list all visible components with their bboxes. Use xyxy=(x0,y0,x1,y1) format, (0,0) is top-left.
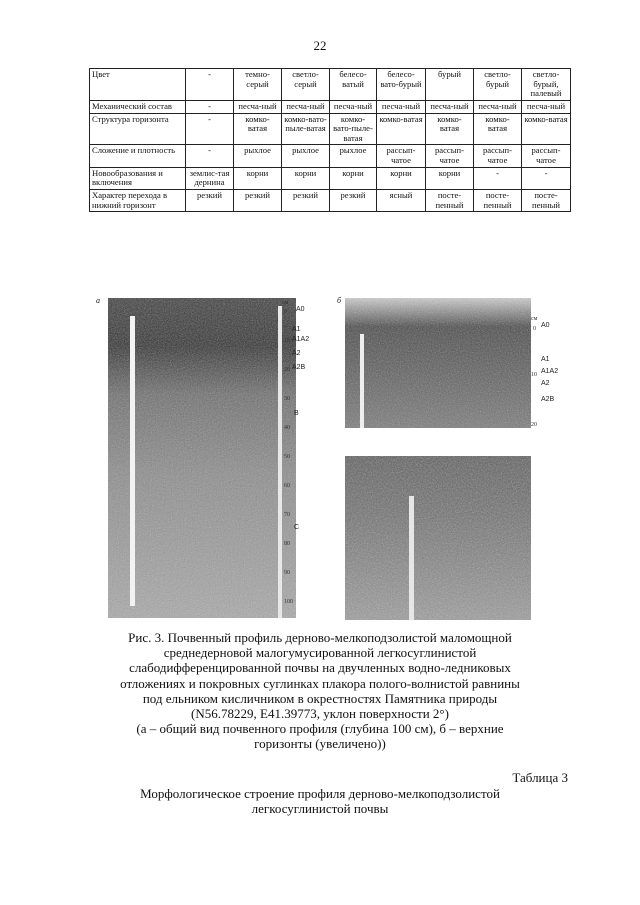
horizon-label: B xyxy=(294,410,299,417)
soil-profile-photo-b-lower xyxy=(345,456,531,620)
table-cell: рыхлое xyxy=(234,145,282,167)
horizon-label: A2B xyxy=(541,396,555,403)
morphology-table xyxy=(89,68,571,212)
horizon-label: A1A2 xyxy=(541,368,559,375)
table-cell: - xyxy=(186,100,234,113)
horizon-label: A2B xyxy=(292,364,306,371)
table-cell: корни xyxy=(377,167,426,189)
table-row xyxy=(90,69,571,101)
ruler-tick-label: 90 xyxy=(284,570,290,576)
table-cell: посте-пенный xyxy=(474,189,522,211)
table-cell: - xyxy=(186,113,234,145)
table-cell: темно-серый xyxy=(234,69,282,101)
ruler-tick-label: 30 xyxy=(284,396,290,402)
table-body xyxy=(90,69,571,212)
photo-panel-a xyxy=(108,298,296,618)
ruler-tick-label: 100 xyxy=(284,599,293,605)
table-cell: белесо-ватый xyxy=(330,69,377,101)
table-cell: рыхлое xyxy=(282,145,330,167)
ruler-tick-label: 40 xyxy=(284,425,290,431)
panel-letter-a: а xyxy=(96,296,100,305)
photo-panel-b-lower xyxy=(345,456,531,620)
table-row-header: Сложение и плотность xyxy=(90,145,186,167)
ruler-tick-label: 0 xyxy=(284,309,287,315)
soil-profile-photo-a xyxy=(108,298,296,618)
caption-line: слабодифференцированной почвы на двучленных водно-ледниковых xyxy=(129,660,511,676)
ruler-tick-label: 50 xyxy=(284,454,290,460)
figure-caption xyxy=(70,630,570,752)
table-cell: песча-ный xyxy=(282,100,330,113)
table-cell: рассып-чатое xyxy=(426,145,474,167)
table-cell: комко-ватая xyxy=(474,113,522,145)
table-cell: землис-тая дернина xyxy=(186,167,234,189)
table-cell: посте-пенный xyxy=(522,189,571,211)
table-cell: песча-ный xyxy=(522,100,571,113)
ruler-tick-label: 10 xyxy=(284,338,290,344)
table-cell: комко-ватая xyxy=(522,113,571,145)
table-title-line: легкосуглинистой почвы xyxy=(251,801,389,817)
table-cell: резкий xyxy=(282,189,330,211)
table-cell: комко-ватая xyxy=(426,113,474,145)
table-cell: комко-вато-пыле-ватая xyxy=(330,113,377,145)
table-cell: песча-ный xyxy=(474,100,522,113)
table-row xyxy=(90,167,571,189)
table-label: Таблица 3 xyxy=(512,770,568,785)
caption-line: отложениях и покровных суглинках плакора полого-волнистой равнины xyxy=(120,675,520,691)
panel-letter-b: б xyxy=(337,296,342,305)
table-cell: бурый xyxy=(426,69,474,101)
table-title xyxy=(70,786,570,816)
caption-line: (а – общий вид почвенного профиля (глубина 100 см), б – верхние xyxy=(136,721,504,737)
caption-line: среднедерновой малогумусированной легкосуглинистой xyxy=(163,645,477,661)
horizon-label: A0 xyxy=(296,306,305,313)
table-cell: корни xyxy=(426,167,474,189)
table-cell: рассып-чатое xyxy=(522,145,571,167)
table-cell: песча-ный xyxy=(234,100,282,113)
horizon-label: A2 xyxy=(541,380,550,387)
table-cell: белесо-вато-бурый xyxy=(377,69,426,101)
table-cell: корни xyxy=(282,167,330,189)
ruler-tick-label: 80 xyxy=(284,541,290,547)
table-cell: песча-ный xyxy=(426,100,474,113)
ruler-tick-label: 20 xyxy=(531,422,537,428)
ruler-tick-label: 60 xyxy=(284,483,290,489)
horizon-label: A1A2 xyxy=(292,336,310,343)
horizon-label: A0 xyxy=(541,322,550,329)
table-row xyxy=(90,145,571,167)
ruler-tick-label: 10 xyxy=(531,372,537,378)
table-cell: светло-бурый, палевый xyxy=(522,69,571,101)
table-cell: резкий xyxy=(186,189,234,211)
caption-line: под ельником кисличником в окрестностях Памятника природы xyxy=(142,690,498,706)
photo-panel-b xyxy=(345,298,531,428)
table-cell: - xyxy=(474,167,522,189)
table-cell: - xyxy=(186,145,234,167)
ruler-tick-label: 20 xyxy=(284,367,290,373)
table-cell: - xyxy=(522,167,571,189)
table-row-header: Характер перехода в нижний горизонт xyxy=(90,189,186,211)
horizon-label: A1 xyxy=(541,356,550,363)
soil-profile-photo-b xyxy=(345,298,531,428)
ruler-tick-label: 0 xyxy=(533,326,536,332)
table-cell: резкий xyxy=(234,189,282,211)
table-row xyxy=(90,100,571,113)
horizon-label: A2 xyxy=(292,350,301,357)
table-cell: песча-ный xyxy=(330,100,377,113)
caption-line: горизонты (увеличено)) xyxy=(254,736,386,752)
table-cell: рассып-чатое xyxy=(377,145,426,167)
table-row-header: Цвет xyxy=(90,69,186,101)
table-cell: песча-ный xyxy=(377,100,426,113)
horizon-label: A1 xyxy=(292,326,301,333)
table-row xyxy=(90,113,571,145)
table-cell: рассып-чатое xyxy=(474,145,522,167)
ruler-tick-label: см xyxy=(531,316,538,322)
table-cell: комко-ватая xyxy=(377,113,426,145)
table-cell: комко-вато-пыле-ватая xyxy=(282,113,330,145)
table-cell: - xyxy=(186,69,234,101)
table-row-header: Структура горизонта xyxy=(90,113,186,145)
ruler-tick-label: см xyxy=(282,300,289,306)
table-cell: комко-ватая xyxy=(234,113,282,145)
table-row-header: Новообразования и включения xyxy=(90,167,186,189)
table-row xyxy=(90,189,571,211)
table-cell: корни xyxy=(330,167,377,189)
table-cell: резкий xyxy=(330,189,377,211)
table-cell: рыхлое xyxy=(330,145,377,167)
ruler-tick-label: 70 xyxy=(284,512,290,518)
table-cell: ясный xyxy=(377,189,426,211)
horizon-label: C xyxy=(294,524,300,531)
table-cell: посте-пенный xyxy=(426,189,474,211)
table-cell: светло-серый xyxy=(282,69,330,101)
table-cell: корни xyxy=(234,167,282,189)
caption-line: (N56.78229, E41.39773, уклон поверхности 2°) xyxy=(191,706,449,722)
caption-line: Рис. 3. Почвенный профиль дерново-мелкоподзолистой маломощной xyxy=(128,630,512,645)
table-row-header: Механический состав xyxy=(90,100,186,113)
table-title-line: Морфологическое строение профиля дерново-мелкоподзолистой xyxy=(140,786,500,801)
page-number: 22 xyxy=(313,38,327,53)
table-cell: светло-бурый xyxy=(474,69,522,101)
